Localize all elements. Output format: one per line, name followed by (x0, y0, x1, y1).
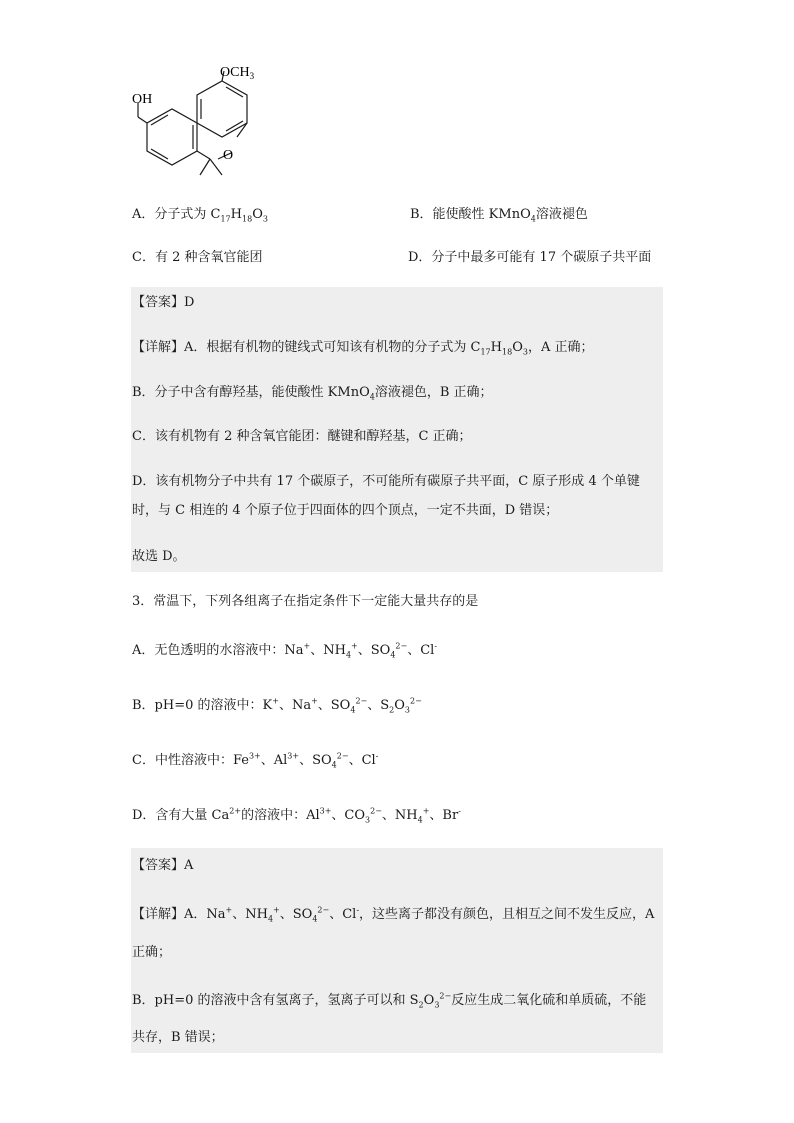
q2-option-a: A．分子式为 $C_{17}H_{18}O_3$ (132, 207, 268, 224)
q3-detail-line4: 共存，B 错误； (132, 1030, 224, 1045)
q2-option-d: D．分子中最多可能有 17 个碳原子共平面 (408, 250, 652, 265)
q3-detail-line2: 正确； (132, 945, 172, 960)
q2-answer: 【答案】D (132, 295, 195, 310)
q3-option-d: D．含有大量 $Ca^{2+}$的溶液中：$Al^{3+}$、$CO_3^{2-}$、$NH_4^+$、Br- (132, 806, 461, 825)
structural-formula (120, 55, 290, 190)
q2-detail-line1: 【详解】A．根据有机物的键线式可知该有机物的分子式为 $C_{17}H_{18}O_3$，A 正确； (132, 340, 594, 357)
q2-detail-line4: D．该有机物分子中共有 17 个碳原子，不可能所有碳原子共平面，C 原子形成 4 个单键 (132, 474, 640, 489)
q2-detail-line3: C．该有机物有 2 种含氧官能团：醚键和醇羟基，C 正确； (132, 429, 472, 444)
ring-oxygen-label: O (223, 148, 234, 163)
q3-stem: 3．常温下，下列各组离子在指定条件下一定能大量共存的是 (132, 594, 479, 609)
q3-option-c: C．中性溶液中：$Fe^{3+}$、$Al^{3+}$、$SO_4^{2-}$、Cl- (132, 751, 379, 770)
q2-detail-line6: 故选 D。 (132, 549, 186, 564)
q3-option-a: A．无色透明的水溶液中：Na+、$NH_4^+$、$SO_4^{2-}$、Cl- (132, 641, 438, 660)
q2-detail-line5: 时，与 C 相连的 4 个原子位于四面体的四个顶点，一定不共面，D 错误； (132, 503, 559, 518)
q2-option-c: C．有 2 种含氧官能团 (132, 250, 263, 265)
q3-answer: 【答案】A (132, 858, 194, 873)
och3-label: $OCH_3$ (220, 65, 255, 81)
q3-detail-line3: B．pH=0 的溶液中含有氢离子，氢离子可以和 $S_2O_3^{2-}$反应生成二氧化硫和单质硫，不能 (132, 991, 647, 1010)
oh-label: OH (132, 92, 153, 107)
q2-option-b: B．能使酸性 KMnO$_4$溶液褪色 (410, 207, 588, 224)
q3-answer-block (131, 848, 663, 1053)
q3-option-b: B．pH=0 的溶液中：K+、Na+、$SO_4^{2-}$、$S_2O_3^{2-}$ (132, 696, 422, 715)
q2-detail-line2: B．分子中含有醇羟基，能使酸性 KMnO$_4$溶液褪色，B 正确； (132, 385, 493, 402)
q3-detail-line1: 【详解】A．Na+、$NH_4^+$、$SO_4^{2-}$、Cl-，这些离子都没有颜色，且相互之间不发生反应，A (132, 905, 655, 924)
